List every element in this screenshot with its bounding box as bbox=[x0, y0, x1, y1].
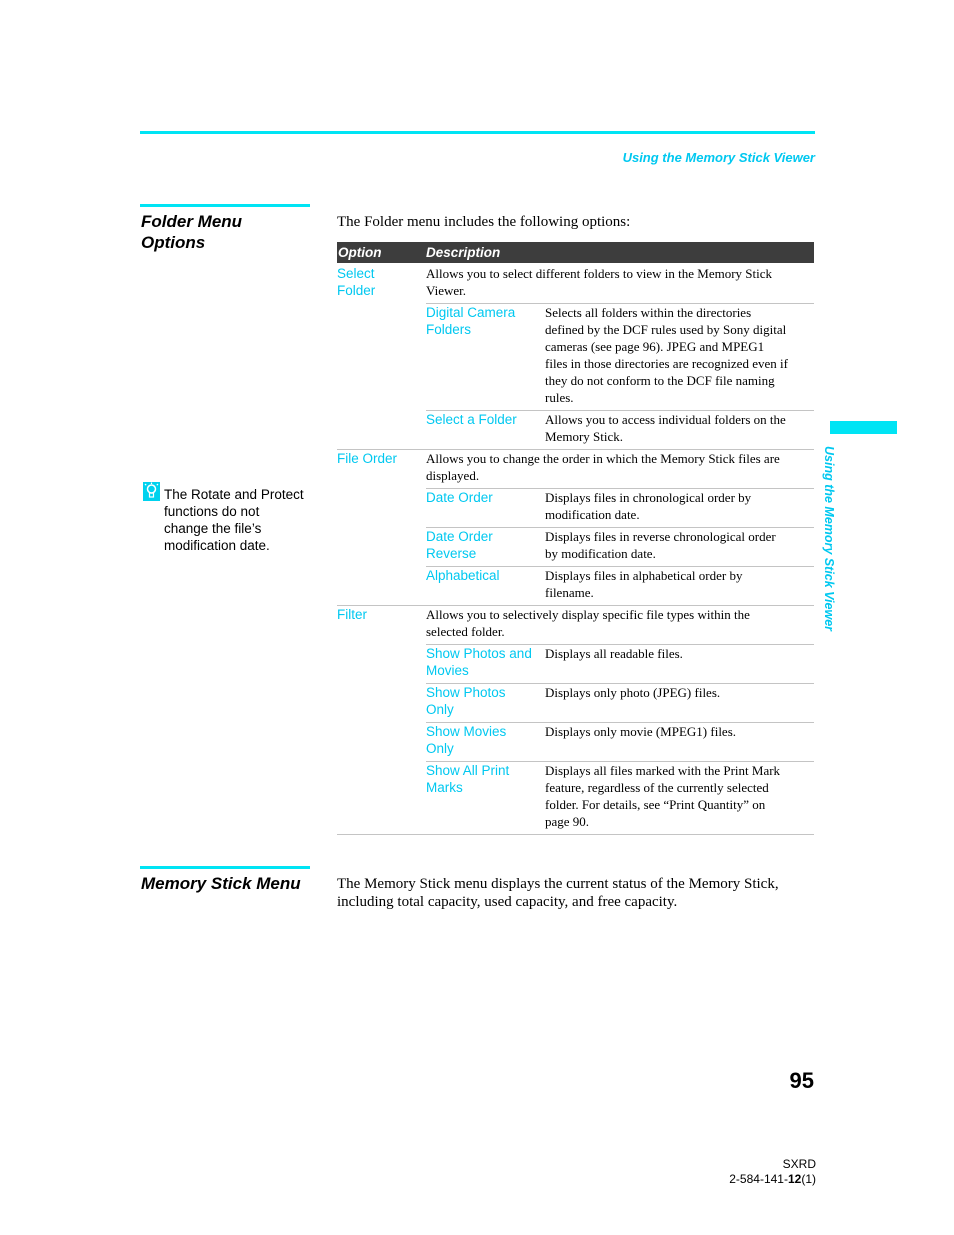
suboption-label-line: Only bbox=[426, 741, 454, 756]
option-description bbox=[426, 606, 808, 640]
suboption-date-order-reverse bbox=[426, 528, 541, 562]
desc-line: files in those directories are recognized even if bbox=[545, 356, 788, 371]
section-title-folder-menu bbox=[141, 211, 311, 253]
suboption-label-line: Show Photos bbox=[426, 685, 506, 700]
intro-line: including total capacity, used capacity, and free capacity. bbox=[337, 894, 678, 910]
desc-line: feature, regardless of the currently selected bbox=[545, 780, 769, 795]
option-label-line: Filter bbox=[337, 607, 367, 622]
section-title-memory-stick-menu: Memory Stick Menu bbox=[141, 874, 301, 893]
option-file-order bbox=[337, 450, 397, 467]
footer-code-suffix: (1) bbox=[801, 1172, 816, 1186]
footer-code bbox=[729, 1171, 816, 1187]
desc-line: Allows you to select different folders to view in the Memory Stick bbox=[426, 266, 772, 281]
header-description: Description bbox=[426, 245, 501, 260]
desc-line: Displays files in reverse chronological order bbox=[545, 529, 776, 544]
tip-text bbox=[164, 486, 314, 554]
desc-line: Viewer. bbox=[426, 283, 467, 298]
tip-icon bbox=[143, 482, 160, 501]
suboption-select-a-folder bbox=[426, 411, 541, 428]
suboption-show-all-print-marks bbox=[426, 762, 541, 796]
option-filter bbox=[337, 606, 367, 623]
suboption-description bbox=[545, 645, 807, 662]
header-option: Option bbox=[338, 245, 382, 260]
option-label-line: File Order bbox=[337, 451, 398, 466]
suboption-label-line: Alphabetical bbox=[426, 568, 500, 583]
desc-line: cameras (see page 96). JPEG and MPEG1 bbox=[545, 339, 765, 354]
side-tab-text: Using the Memory Stick Viewer bbox=[822, 446, 836, 632]
desc-line: Displays all files marked with the Print Mark bbox=[545, 763, 781, 778]
folder-intro: The Folder menu includes the following options: bbox=[337, 214, 631, 230]
desc-line: Allows you to access individual folders on the bbox=[545, 412, 786, 427]
suboption-description bbox=[545, 304, 807, 406]
desc-line: modification date. bbox=[545, 507, 640, 522]
desc-line: rules. bbox=[545, 390, 574, 405]
footer-code-prefix: 2-584-141- bbox=[729, 1172, 788, 1186]
suboption-description bbox=[545, 489, 807, 523]
suboption-label-line: Marks bbox=[426, 780, 463, 795]
table-bottom-rule bbox=[337, 834, 814, 835]
suboption-label-line: Date Order bbox=[426, 490, 493, 505]
suboption-alphabetical bbox=[426, 567, 541, 584]
suboption-description bbox=[545, 411, 807, 445]
suboption-description bbox=[545, 723, 807, 740]
tip-line: modification date. bbox=[164, 538, 270, 553]
desc-line: page 90. bbox=[545, 814, 590, 829]
suboption-description bbox=[545, 762, 807, 830]
suboption-description bbox=[545, 528, 807, 562]
page-number: 95 bbox=[789, 1068, 814, 1093]
suboption-label-line: Movies bbox=[426, 663, 469, 678]
suboption-label-line: Show Photos and bbox=[426, 646, 532, 661]
option-description bbox=[426, 450, 808, 484]
suboption-label-line: Date Order bbox=[426, 529, 493, 544]
suboption-label-line: Digital Camera bbox=[426, 305, 516, 320]
desc-line: displayed. bbox=[426, 468, 480, 483]
option-label-line: Select bbox=[337, 266, 375, 281]
option-description bbox=[426, 265, 808, 299]
tip-line: functions do not bbox=[164, 504, 260, 519]
top-rule bbox=[140, 131, 815, 134]
desc-line: they do not conform to the DCF file naming bbox=[545, 373, 775, 388]
section-title-line: Folder Menu bbox=[141, 212, 243, 231]
section-rule-memory bbox=[140, 866, 310, 869]
suboption-label-line: Show Movies bbox=[426, 724, 507, 739]
section-title-line: Options bbox=[141, 233, 206, 252]
desc-line: defined by the DCF rules used by Sony digital bbox=[545, 322, 787, 337]
desc-line: folder. For details, see “Print Quantity” on bbox=[545, 797, 766, 812]
suboption-label-line: Folders bbox=[426, 322, 472, 337]
table-header bbox=[337, 242, 814, 263]
desc-line: Allows you to selectively display specific file types within the bbox=[426, 607, 750, 622]
desc-line: Displays files in chronological order by bbox=[545, 490, 752, 505]
running-head: Using the Memory Stick Viewer bbox=[622, 150, 815, 165]
suboption-date-order bbox=[426, 489, 541, 506]
tip-line: change the file’s bbox=[164, 521, 262, 536]
suboption-description bbox=[545, 567, 807, 601]
intro-line: The Memory Stick menu displays the current status of the Memory Stick, bbox=[337, 876, 779, 892]
suboption-digital-camera-folders bbox=[426, 304, 541, 338]
desc-line: Allows you to change the order in which the Memory Stick files are bbox=[426, 451, 780, 466]
desc-line: Displays only photo (JPEG) files. bbox=[545, 685, 721, 700]
desc-line: filename. bbox=[545, 585, 594, 600]
suboption-label-line: Only bbox=[426, 702, 454, 717]
tip-line: The Rotate and Protect bbox=[164, 487, 304, 502]
desc-line: Displays only movie (MPEG1) files. bbox=[545, 724, 737, 739]
footer-model: SXRD bbox=[782, 1157, 816, 1171]
suboption-show-photos-and-movies bbox=[426, 645, 541, 679]
memory-intro bbox=[337, 875, 779, 911]
desc-line: Displays all readable files. bbox=[545, 646, 683, 661]
option-label-line: Folder bbox=[337, 283, 376, 298]
suboption-show-movies-only bbox=[426, 723, 541, 757]
side-tab bbox=[830, 421, 897, 434]
desc-line: selected folder. bbox=[426, 624, 505, 639]
desc-line: by modification date. bbox=[545, 546, 656, 561]
footer-code-bold: 12 bbox=[787, 1172, 802, 1186]
section-rule-folder bbox=[140, 204, 310, 207]
suboption-label-line: Select a Folder bbox=[426, 412, 517, 427]
suboption-label-line: Show All Print bbox=[426, 763, 510, 778]
suboption-label-line: Reverse bbox=[426, 546, 477, 561]
option-select-folder bbox=[337, 265, 375, 299]
desc-line: Displays files in alphabetical order by bbox=[545, 568, 743, 583]
desc-line: Memory Stick. bbox=[545, 429, 623, 444]
suboption-description bbox=[545, 684, 807, 701]
desc-line: Selects all folders within the directories bbox=[545, 305, 752, 320]
suboption-show-photos-only bbox=[426, 684, 541, 718]
